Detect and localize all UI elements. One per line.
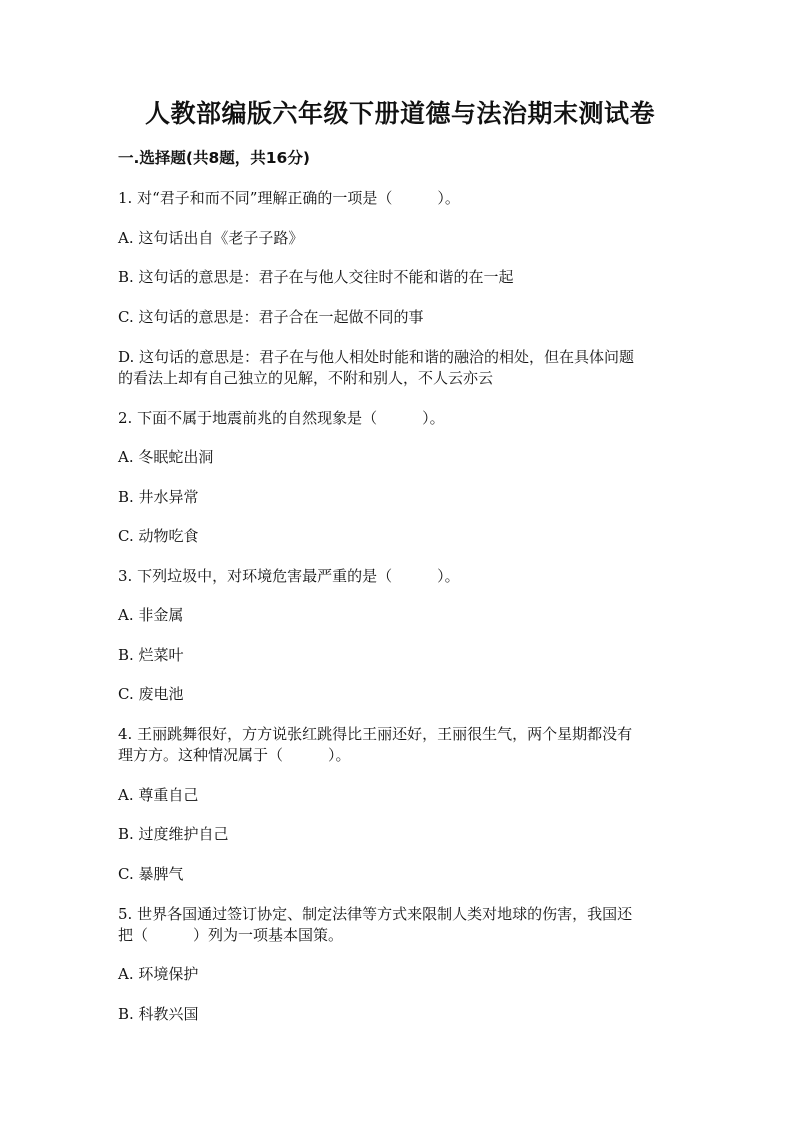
- question-2-option-b: B. 井水异常: [118, 488, 199, 506]
- question-1-option-b: B. 这句话的意思是：君子在与他人交往时不能和谐的在一起: [118, 268, 514, 286]
- question-4-stem-line-2: 理方方。这种情况属于（ ）。: [118, 746, 351, 764]
- question-2-option-a: A. 冬眠蛇出洞: [118, 448, 214, 466]
- question-3-option-a: A. 非金属: [118, 606, 184, 624]
- question-2-option-c: C. 动物吃食: [118, 527, 199, 545]
- question-1-stem: 1. 对“君子和而不同”理解正确的一项是（ ）。: [118, 189, 460, 207]
- question-5-option-a: A. 环境保护: [118, 965, 199, 983]
- question-1-option-c: C. 这句话的意思是：君子合在一起做不同的事: [118, 308, 424, 326]
- page-title: 人教部编版六年级下册道德与法治期末测试卷: [144, 99, 655, 128]
- question-4-option-c: C. 暴脾气: [118, 865, 184, 883]
- question-3-option-b: B. 烂菜叶: [118, 646, 184, 664]
- question-4-option-b: B. 过度维护自己: [118, 825, 229, 843]
- question-5-option-b: B. 科教兴国: [118, 1005, 199, 1023]
- section-heading: 一.选择题(共8题，共16分): [118, 149, 310, 167]
- question-3-option-c: C. 废电池: [118, 685, 184, 703]
- question-4-option-a: A. 尊重自己: [118, 786, 199, 804]
- question-1-option-d-line-2: 的看法上却有自己独立的见解，不附和别人，不人云亦云: [118, 369, 494, 387]
- question-4-stem-line-1: 4. 王丽跳舞很好，方方说张红跳得比王丽还好，王丽很生气，两个星期都没有: [118, 725, 633, 743]
- question-3-stem: 3. 下列垃圾中，对环境危害最严重的是（ ）。: [118, 567, 460, 585]
- question-5-stem-line-1: 5. 世界各国通过签订协定、制定法律等方式来限制人类对地球的伤害，我国还: [118, 905, 633, 923]
- question-2-stem: 2. 下面不属于地震前兆的自然现象是（ ）。: [118, 409, 445, 427]
- question-1-option-d-line-1: D. 这句话的意思是：君子在与他人相处时能和谐的融洽的相处，但在具体问题: [118, 348, 635, 366]
- question-1-option-a: A. 这句话出自《老子子路》: [118, 229, 304, 247]
- question-5-stem-line-2: 把（ ）列为一项基本国策。: [118, 926, 344, 944]
